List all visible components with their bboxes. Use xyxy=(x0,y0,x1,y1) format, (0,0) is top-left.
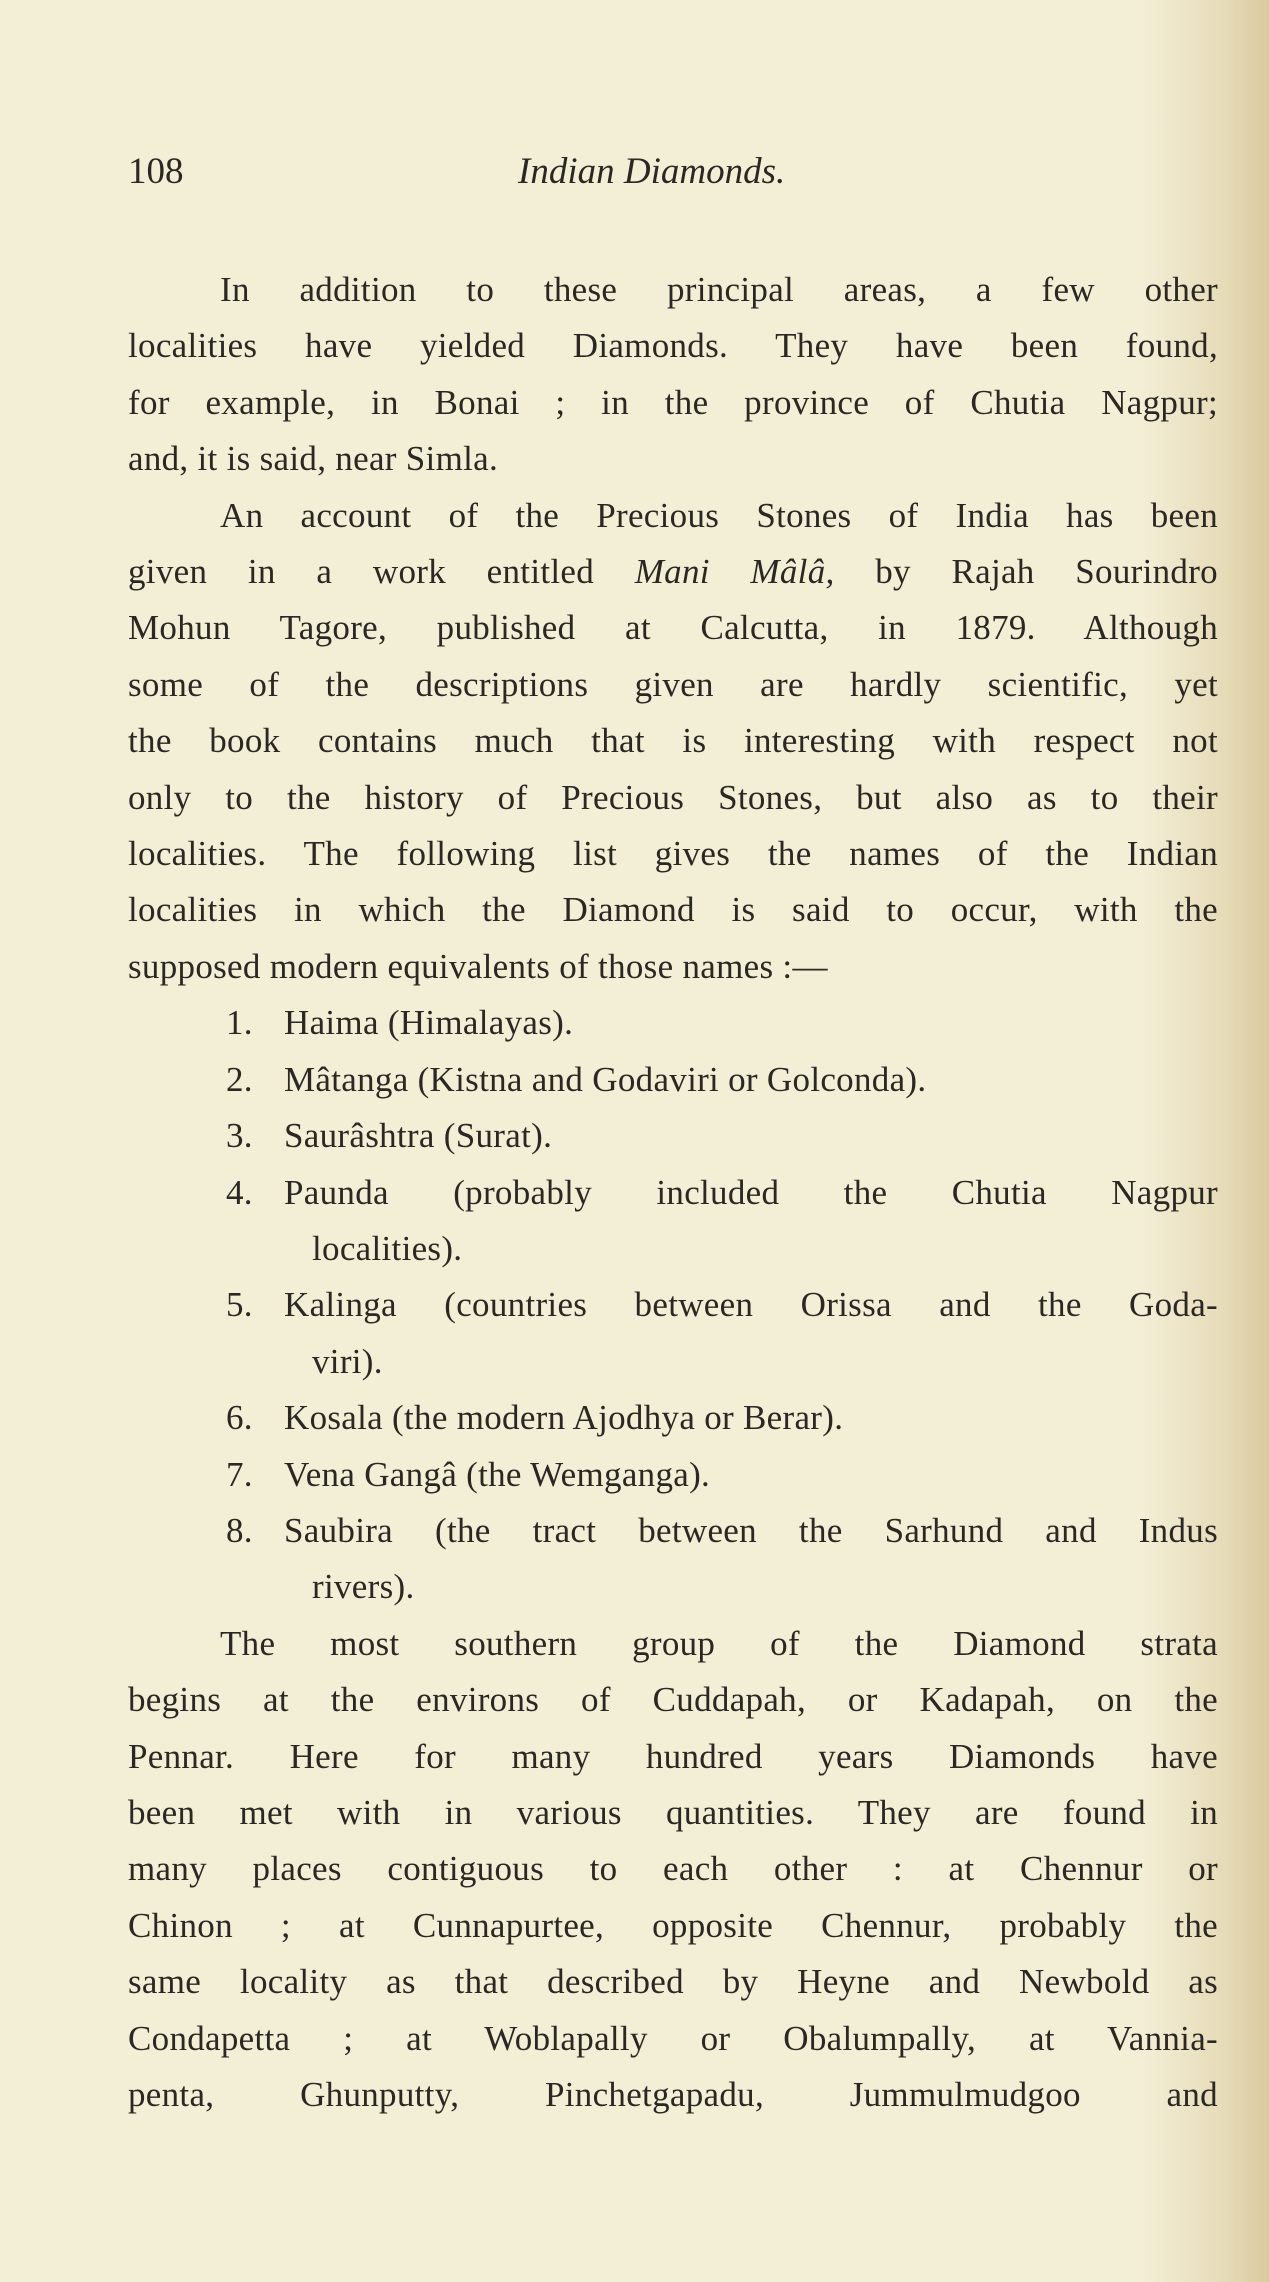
list-item xyxy=(128,1052,1218,1108)
text-line: localities in which the Diamond is said to occur, with the xyxy=(128,890,1218,930)
body-text xyxy=(128,262,1218,2123)
text-line: same locality as that described by Heyne and Newbold as xyxy=(128,1962,1218,2002)
text-line: In addition to these principal areas, a few other xyxy=(220,270,1218,309)
list-number: 8. xyxy=(226,1510,253,1550)
text-line: begins at the environs of Cuddapah, or Kadapah, on the xyxy=(128,1680,1218,1720)
text-line: only to the history of Precious Stones, but also as to their xyxy=(128,777,1218,817)
text-line: the book contains much that is interesting with respect not xyxy=(128,721,1218,761)
text-line: and, it is said, near Simla. xyxy=(128,439,499,479)
text-line: Pennar. Here for many hundred years Diamonds have xyxy=(128,1736,1218,1776)
list-number: 2. xyxy=(226,1059,253,1099)
list-item xyxy=(128,995,1218,1051)
running-title: Indian Diamonds. xyxy=(518,151,786,192)
list-text-continuation: rivers). xyxy=(312,1567,415,1607)
text-line: An account of the Precious Stones of India has been xyxy=(220,495,1218,535)
list-number: 7. xyxy=(226,1454,253,1494)
text-line: for example, in Bonai ; in the province of Chutia Nagpur; xyxy=(128,382,1218,422)
text-fragment: given in a work entitled xyxy=(128,552,595,592)
text-line: Mohun Tagore, published at Calcutta, in 1879. Although xyxy=(128,608,1218,648)
text-line: many places contiguous to each other : at Chennur or xyxy=(128,1849,1218,1889)
list-text: Haima (Himalayas). xyxy=(284,1003,574,1043)
list-text: Kalinga (countries between Orissa and the Goda- xyxy=(284,1285,1218,1325)
list-item xyxy=(128,1447,1218,1503)
paragraph-mani-mala xyxy=(128,488,1218,996)
text-line: been met with in various quantities. They are found in xyxy=(128,1792,1218,1832)
list-text: Paunda (probably included the Chutia Nagpur xyxy=(284,1172,1218,1212)
paragraph-additional-localities xyxy=(128,262,1218,488)
list-text-continuation: viri). xyxy=(312,1341,383,1381)
list-text-continuation: localities). xyxy=(312,1228,463,1268)
text-line xyxy=(128,544,1218,600)
list-number: 1. xyxy=(226,1003,253,1043)
list-number: 4. xyxy=(226,1172,253,1212)
text-line: localities have yielded Diamonds. They have been found, xyxy=(128,326,1218,366)
list-item xyxy=(128,1165,1218,1278)
list-item xyxy=(128,1277,1218,1390)
text-line: Condapetta ; at Woblapally or Obalumpally, at Vannia- xyxy=(128,2018,1218,2058)
page-header xyxy=(128,150,1188,210)
text-fragment: by Rajah Sourindro xyxy=(875,552,1218,592)
list-text: Kosala (the modern Ajodhya or Berar). xyxy=(284,1398,844,1438)
list-text: Vena Gangâ (the Wemganga). xyxy=(284,1454,711,1494)
text-line: localities. The following list gives the names of the Indian xyxy=(128,834,1218,874)
list-number: 6. xyxy=(226,1398,253,1438)
list-text: Saubira (the tract between the Sarhund and Indus xyxy=(284,1510,1218,1550)
list-number: 3. xyxy=(226,1116,253,1156)
book-title: Mani Mâlâ, xyxy=(634,552,835,592)
page-number: 108 xyxy=(128,151,184,192)
localities-list xyxy=(128,995,1218,1615)
list-text: Mâtanga (Kistna and Godaviri or Golconda). xyxy=(284,1059,927,1099)
list-item xyxy=(128,1108,1218,1164)
text-line: some of the descriptions given are hardly scientific, yet xyxy=(128,664,1218,704)
list-text: Saurâshtra (Surat). xyxy=(284,1116,553,1156)
text-line: The most southern group of the Diamond strata xyxy=(220,1623,1218,1663)
list-item xyxy=(128,1390,1218,1446)
list-number: 5. xyxy=(226,1285,253,1325)
text-line: Chinon ; at Cunnapurtee, opposite Chennur, probably the xyxy=(128,1905,1218,1945)
list-item xyxy=(128,1503,1218,1616)
text-line: supposed modern equivalents of those names :— xyxy=(128,946,828,986)
paragraph-southern-group xyxy=(128,1616,1218,2124)
text-line: penta, Ghunputty, Pinchetgapadu, Jummulmudgoo and xyxy=(128,2075,1218,2114)
